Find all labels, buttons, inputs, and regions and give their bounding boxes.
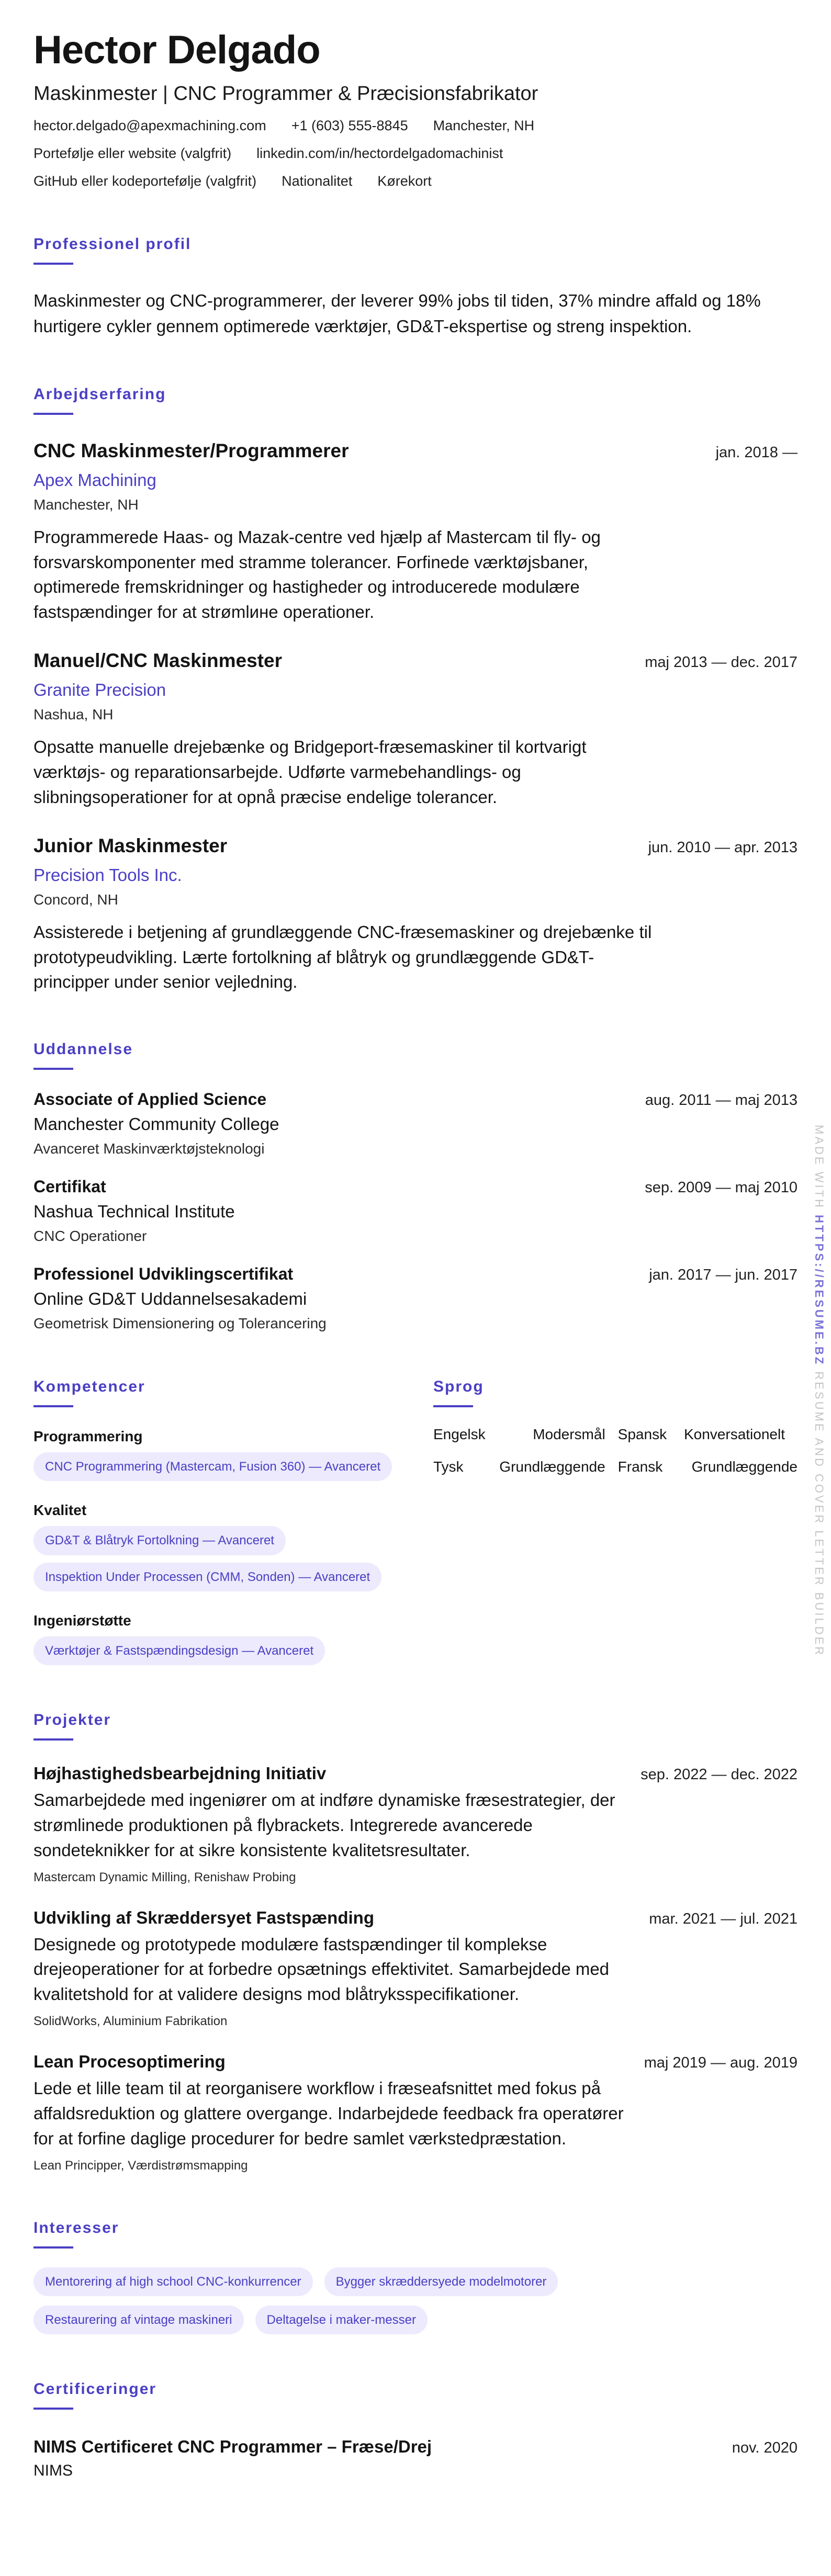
job-location: Manchester, NH <box>33 496 139 513</box>
job-title: Manuel/CNC Maskinmester <box>33 650 282 672</box>
education-area: Geometrisk Dimensionering og Tolerancering <box>33 1315 327 1332</box>
section-rule <box>33 1405 73 1407</box>
education-school: Nashua Technical Institute <box>33 1202 235 1222</box>
job-title: CNC Maskinmester/Programmerer <box>33 439 349 461</box>
job-description: Assisterede i betjening af grundlæggende CNC-fræsemaskiner og drejebænke til prototypeudvikling. Lærte fortolkning af blåtryk og grundlæggende GD&T-principper under senior vejledning. <box>33 922 652 992</box>
candidate-name: Hector Delgado <box>33 28 320 72</box>
education-degree: Professionel Udviklingscertifikat <box>33 1264 294 1284</box>
job-title: Junior Maskinmester <box>33 834 228 856</box>
job-description: Programmerede Haas- og Mazak-centre ved hjælp af Mastercam til fly- og forsvarskomponenter med stramme tolerancer. Forfinede værktøjsbaner, optimerede fremskridninger og hastigheder og introducerede modulære fastspændinger for at strømlинe operationer. <box>33 527 601 622</box>
project-name: Udvikling af Skræddersyet Fastspænding <box>33 1907 374 1927</box>
job-date: jun. 2010 — apr. 2013 <box>648 839 798 856</box>
education-degree: Certifikat <box>33 1177 106 1196</box>
job-location: Concord, NH <box>33 891 118 908</box>
project-name: Højhastighedsbearbejdning Initiativ <box>33 1763 327 1783</box>
certifications-section <box>33 2380 798 2480</box>
job-entry <box>33 835 798 995</box>
skills-section <box>33 1378 400 1665</box>
skill-pill: CNC Programmering (Mastercam, Fusion 360) — Avanceret <box>33 1452 392 1481</box>
language-level: Konversationelt <box>683 1426 785 1443</box>
job-entry <box>33 650 798 810</box>
project-keywords: Mastercam Dynamic Milling, Renishaw Probing <box>33 1870 296 1884</box>
watermark-prefix: MADE WITH <box>813 1125 826 1210</box>
education-date: aug. 2011 — maj 2013 <box>645 1092 798 1109</box>
project-date: maj 2019 — aug. 2019 <box>644 2054 798 2072</box>
certification-date: nov. 2020 <box>732 2439 798 2456</box>
license-text: Kørekort <box>377 173 432 189</box>
project-description: Lede et lille team til at reorganisere workflow i fræseafsnittet med fokus på affaldsreduktion og glattere overgange. Indarbejdede feedback fra operatører for at forfine daglige procedurer for bedre samlet værkstedpræstation. <box>33 2078 624 2148</box>
language-level: Modersmål <box>533 1426 605 1443</box>
phone-link[interactable]: +1 (603) 555-8845 <box>291 117 408 133</box>
skill-pill: Inspektion Under Processen (CMM, Sonden) — Avanceret <box>33 1563 381 1591</box>
project-entry <box>33 1764 798 1885</box>
email-link[interactable]: hector.delgado@apexmachining.com <box>33 117 266 133</box>
project-date: mar. 2021 — jul. 2021 <box>649 1910 798 1927</box>
section-rule <box>33 1738 73 1741</box>
education-section <box>33 1041 798 1332</box>
language-name: Tysk <box>433 1459 464 1475</box>
section-title: Kompetencer <box>33 1378 145 1396</box>
job-date: maj 2013 — dec. 2017 <box>645 654 798 671</box>
education-school: Online GD&T Uddannelsesakademi <box>33 1289 307 1309</box>
certification-entry <box>33 2437 798 2480</box>
portfolio-link[interactable]: Portefølje eller website (valgfrit) <box>33 145 232 161</box>
language-name: Fransk <box>617 1459 663 1475</box>
contact-row-3 <box>33 173 798 189</box>
section-title: Interesser <box>33 2219 119 2236</box>
education-entry <box>33 1090 798 1157</box>
projects-section <box>33 1711 798 2173</box>
education-date: sep. 2009 — maj 2010 <box>645 1179 798 1196</box>
job-location: Nashua, NH <box>33 706 114 723</box>
language-name: Spansk <box>617 1426 667 1443</box>
interest-pill: Mentorering af high school CNC-konkurrencer <box>33 2267 313 2296</box>
headline: Maskinmester | CNC Programmer & Præcisionsfabrikator <box>33 82 538 105</box>
section-title: Certificeringer <box>33 2380 157 2398</box>
certification-issuer: NIMS <box>33 2461 73 2479</box>
education-area: Avanceret Maskinværktøjsteknologi <box>33 1140 265 1157</box>
nationality-text: Nationalitet <box>282 173 353 189</box>
linkedin-link[interactable]: linkedin.com/in/hectordelgadomachinist <box>256 145 503 161</box>
contact-row-2 <box>33 145 798 162</box>
languages-section <box>433 1378 798 1665</box>
language-name: Engelsk <box>433 1426 486 1443</box>
skill-group-name: Programmering <box>33 1428 143 1445</box>
interest-pill: Restaurering af vintage maskineri <box>33 2306 244 2334</box>
project-keywords: Lean Principper, Værdistrømsmapping <box>33 2158 248 2173</box>
language-level: Grundlæggende <box>499 1459 605 1475</box>
job-company: Precision Tools Inc. <box>33 865 182 885</box>
languages-grid <box>433 1426 798 1475</box>
job-entry <box>33 440 798 625</box>
project-entry <box>33 1908 798 2029</box>
github-link[interactable]: GitHub eller kodeportefølje (valgfrit) <box>33 173 257 189</box>
education-date: jan. 2017 — jun. 2017 <box>649 1267 798 1284</box>
job-company: Granite Precision <box>33 680 166 700</box>
skill-group-name: Ingeniørstøtte <box>33 1612 131 1629</box>
interests-list <box>33 2267 661 2334</box>
watermark-suffix: RESUME AND COVER LETTER BUILDER <box>813 1371 826 1657</box>
language-level: Grundlæggende <box>691 1459 798 1475</box>
watermark-link[interactable]: HTTPS://RESUME.BZ <box>813 1215 826 1366</box>
project-keywords: SolidWorks, Aluminium Fabrikation <box>33 2014 228 2029</box>
education-entry <box>33 1177 798 1245</box>
job-date: jan. 2018 — <box>715 444 798 461</box>
skills-languages-row <box>33 1378 798 1665</box>
section-rule <box>33 2408 73 2410</box>
project-entry <box>33 2052 798 2173</box>
education-entry <box>33 1264 798 1332</box>
project-description: Designede og prototypede modulære fastspændinger til komplekse drejeoperationer for at forbedre opsætnings effektivitet. Samarbejdede med kvalitetshold for at validere designs mod blåtryksspecifikationer. <box>33 1934 610 2004</box>
section-title: Arbejdserfaring <box>33 385 166 403</box>
skill-group-name: Kvalitet <box>33 1502 87 1519</box>
skill-pill: GD&T & Blåtryk Fortolkning — Avanceret <box>33 1526 286 1555</box>
location-text: Manchester, NH <box>433 117 535 133</box>
builder-watermark <box>810 1125 831 1657</box>
resume-page <box>33 29 798 2480</box>
certification-name: NIMS Certificeret CNC Programmer – Fræse/Drej <box>33 2436 432 2456</box>
section-rule <box>433 1405 473 1407</box>
job-company: Apex Machining <box>33 470 156 490</box>
skill-pill: Værktøjer & Fastspændingsdesign — Avanceret <box>33 1636 325 1665</box>
section-rule <box>33 1068 73 1070</box>
job-description: Opsatte manuelle drejebænke og Bridgeport-fræsemaskiner til kortvarigt værktøjs- og reparationsarbejde. Udførte varmebehandlings- og slibningsoperationer for at opnå præcise endelige tolerancer. <box>33 737 587 807</box>
education-degree: Associate of Applied Science <box>33 1090 267 1109</box>
contact-row-1 <box>33 118 798 134</box>
project-date: sep. 2022 — dec. 2022 <box>641 1766 798 1783</box>
section-rule <box>33 2246 73 2249</box>
interests-section <box>33 2219 798 2334</box>
section-title: Uddannelse <box>33 1041 133 1058</box>
profile-section <box>33 235 798 340</box>
project-description: Samarbejdede med ingeniører om at indføre dynamiske fræsestrategier, der strømlinede produktionen på flybrackets. Integrerede avancerede sondeteknikker for at sikre konsistente kvalitetsresultater. <box>33 1790 615 1860</box>
section-title: Projekter <box>33 1711 111 1728</box>
education-area: CNC Operationer <box>33 1228 147 1245</box>
experience-section <box>33 386 798 995</box>
section-title: Professionel profil <box>33 235 192 253</box>
interest-pill: Deltagelse i maker-messer <box>255 2306 428 2334</box>
profile-summary: Maskinmester og CNC-programmerer, der leverer 99% jobs til tiden, 37% mindre affald og 18% hurtigere cykler gennem optimerede værktøjer, GD&T-ekspertise og streng inspektion. <box>33 290 761 336</box>
interest-pill: Bygger skræddersyede modelmotorer <box>324 2267 558 2296</box>
project-name: Lean Procesoptimering <box>33 2052 226 2072</box>
section-rule <box>33 263 73 265</box>
section-title: Sprog <box>433 1378 484 1396</box>
section-rule <box>33 413 73 415</box>
education-school: Manchester Community College <box>33 1114 279 1134</box>
